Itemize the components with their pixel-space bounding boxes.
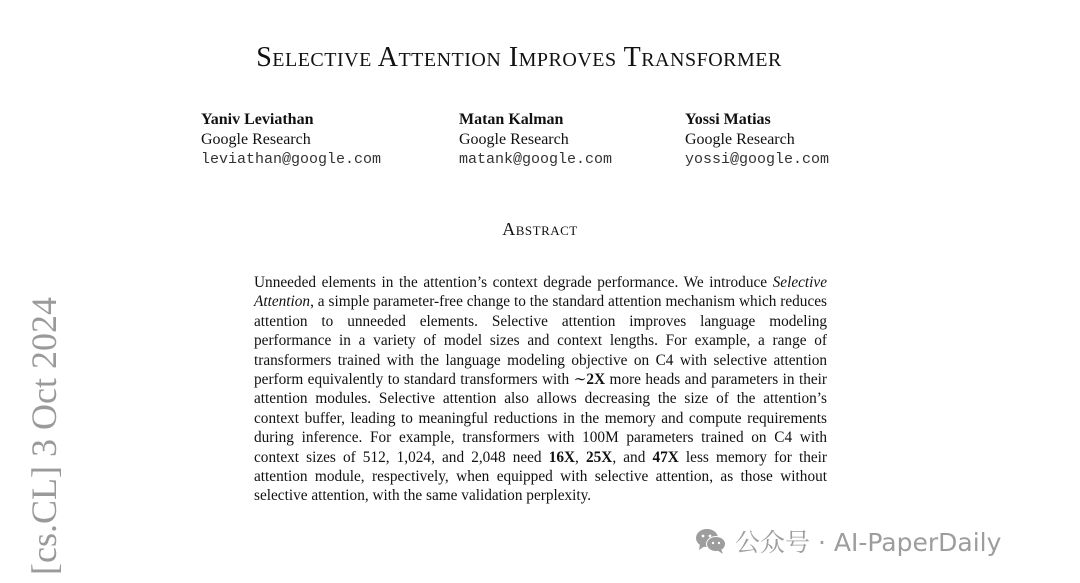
author-affiliation: Google Research [685,131,795,148]
author-name: Yaniv Leviathan [201,111,314,128]
arxiv-stamp-text: [cs.CL] 3 Oct 2024 [24,297,64,575]
author-email[interactable]: matank@google.com [459,151,613,168]
author-block-2 [459,110,612,170]
author-email[interactable]: yossi@google.com [685,151,830,168]
author-affiliation: Google Research [201,131,311,148]
arxiv-stamp [20,290,68,575]
author-name: Yossi Matias [685,111,771,128]
watermark-text: 公众号 · AI-PaperDaily [735,528,1002,557]
abstract-text: Unneeded elements in the attention’s context degrade performance. We introduce Selective Attention, a simple parameter-free change to the standard attention mechanism which reduces attention to unneeded elements. Selective attention improves language modeling performance in a variety of model sizes and context lengths. For example, a range of transformers trained with the language modeling objective on C4 with selective attention perform equivalently to standard transformers with ∼2X more heads and parameters in their attention modules. Selective attention also allows decreasing the size of the attention’s context buffer, leading to meaningful reductions in the memory and compute requirements during inference. For example, transformers with 100M parameters trained on C4 with context sizes of 512, 1,024, and 2,048 need 16X, 25X, and 47X less memory for their attention module, respectively, when equipped with selective attention, as those without selective attention, with the same validation perplexity. [254,274,827,505]
author-affiliation: Google Research [459,131,569,148]
author-email[interactable]: leviathan@google.com [201,151,382,168]
wechat-icon [695,527,727,555]
watermark [695,523,1001,559]
author-name: Matan Kalman [459,111,564,128]
abstract-heading: Abstract [502,219,578,239]
author-block-3 [685,110,829,170]
paper-title: Selective Attention Improves Transformer [256,42,782,73]
abstract-body [254,273,827,506]
author-block-1 [201,110,381,170]
